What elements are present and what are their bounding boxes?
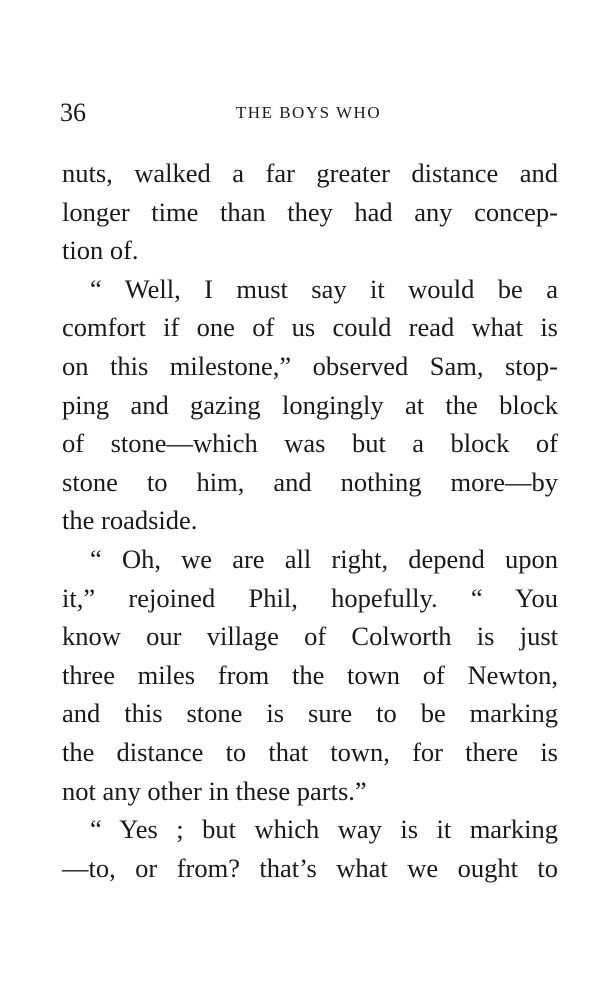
body-text <box>62 154 558 887</box>
paragraph-1 <box>62 154 558 270</box>
text-line: ping and gazing longingly at the block <box>62 389 558 420</box>
page-header <box>60 96 557 130</box>
text-line: comfort if one of us could read what is <box>62 312 558 343</box>
paragraph-4 <box>62 810 558 887</box>
text-line: —to, or from? that’s what we ought to <box>62 852 558 883</box>
paragraph-2 <box>62 270 558 540</box>
page-number: 36 <box>60 98 86 127</box>
running-head: THE BOYS WHO <box>235 103 382 122</box>
text-line: know our village of Colworth is just <box>62 621 558 652</box>
text-line: and this stone is sure to be marking <box>62 698 558 729</box>
text-line: “ Oh, we are all right, depend upon <box>90 543 558 574</box>
text-line: tion of. <box>62 235 139 266</box>
text-line: of stone—which was but a block of <box>62 428 558 459</box>
text-line: on this milestone,” observed Sam, stop- <box>62 350 558 381</box>
text-line: “ Well, I must say it would be a <box>90 273 558 304</box>
text-line: nuts, walked a far greater distance and <box>62 158 558 188</box>
text-line: it,” rejoined Phil, hopefully. “ You <box>62 582 558 613</box>
text-line: the roadside. <box>62 505 198 536</box>
text-line: stone to him, and nothing more—by <box>62 466 558 497</box>
text-line: three miles from the town of Newton, <box>62 659 558 690</box>
text-line: the distance to that town, for there is <box>62 736 558 767</box>
text-line: “ Yes ; but which way is it marking <box>90 814 558 845</box>
paragraph-3 <box>62 540 558 810</box>
text-line: not any other in these parts.” <box>62 775 367 806</box>
text-line: longer time than they had any concep- <box>62 196 558 227</box>
